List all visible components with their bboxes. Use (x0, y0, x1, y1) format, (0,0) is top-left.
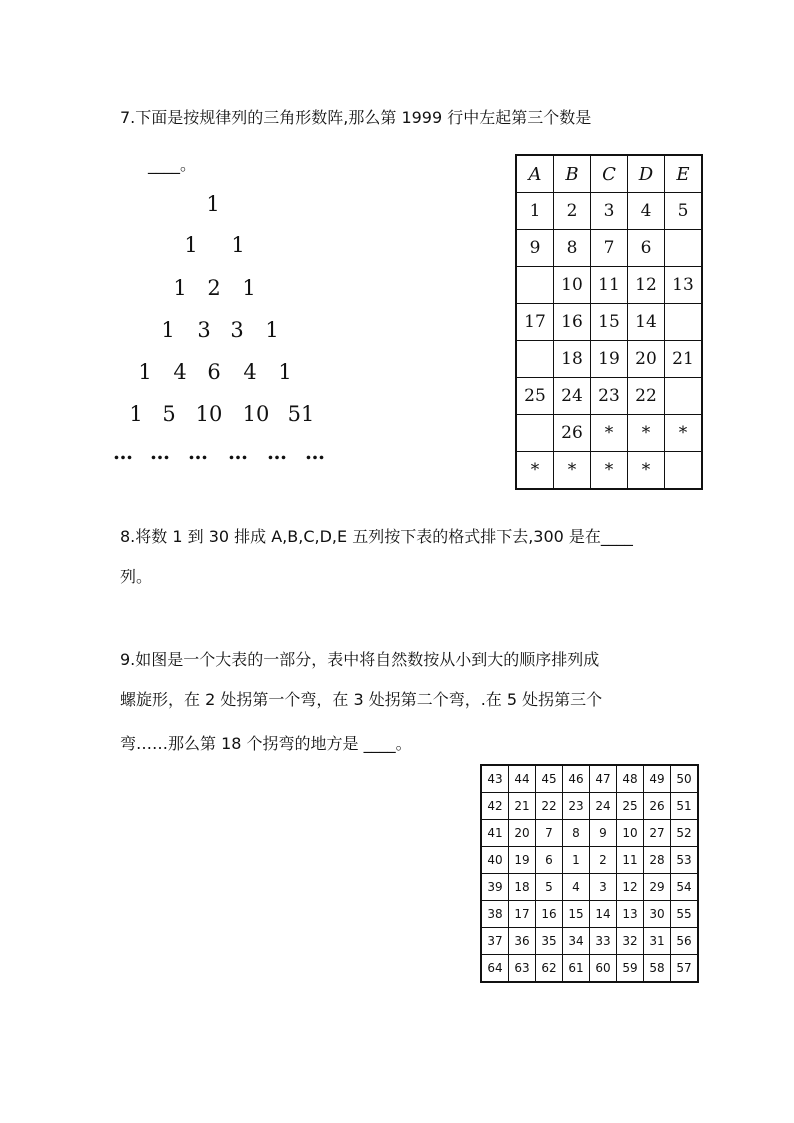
triangle-ellipsis: … (188, 440, 207, 464)
question-8-text-cont: 列。 (120, 567, 153, 586)
table-row (481, 928, 698, 955)
table-cell: 3 (590, 874, 617, 901)
table-row (516, 452, 702, 490)
table-cell: 45 (536, 765, 563, 793)
table-cell: 6 (628, 230, 665, 267)
triangle-number: 1 (184, 233, 198, 257)
table-row (481, 874, 698, 901)
table-cell: 37 (481, 928, 509, 955)
table-cell: 7 (591, 230, 628, 267)
table-cell (665, 304, 703, 341)
table-cell (665, 230, 703, 267)
table-cell: 42 (481, 793, 509, 820)
table-cell: 56 (671, 928, 699, 955)
table-cell: 9 (590, 820, 617, 847)
table-cell: 14 (628, 304, 665, 341)
table-row (481, 765, 698, 793)
table-cell: 44 (509, 765, 536, 793)
table-cell: 18 (554, 341, 591, 378)
table-cell (665, 378, 703, 415)
table-cell: 2 (554, 193, 591, 230)
table-cell: 8 (554, 230, 591, 267)
table-cell: 13 (665, 267, 703, 304)
table-cell: 23 (563, 793, 590, 820)
number-triangle (0, 0, 500, 480)
triangle-number: 5 (162, 402, 176, 426)
abcde-column-table (515, 154, 703, 490)
table-cell: * (665, 415, 703, 452)
table-cell: 31 (644, 928, 671, 955)
table-cell: 40 (481, 847, 509, 874)
table-cell: 16 (536, 901, 563, 928)
table-cell: 49 (644, 765, 671, 793)
table-cell: 20 (628, 341, 665, 378)
table-cell: 36 (509, 928, 536, 955)
table-cell: 27 (644, 820, 671, 847)
table-row (481, 793, 698, 820)
table-row (516, 230, 702, 267)
table-cell: 9 (516, 230, 554, 267)
table-cell (516, 341, 554, 378)
table-row (516, 304, 702, 341)
table-row (481, 901, 698, 928)
table-cell: 21 (509, 793, 536, 820)
triangle-number: 1 (265, 318, 279, 342)
triangle-ellipsis: … (267, 440, 286, 464)
table-cell: 10 (554, 267, 591, 304)
table-row (516, 415, 702, 452)
triangle-number: 1 (129, 402, 143, 426)
triangle-ellipsis: … (228, 440, 247, 464)
table-cell: 35 (536, 928, 563, 955)
table-row (481, 955, 698, 983)
table-row (481, 847, 698, 874)
table-cell: 29 (644, 874, 671, 901)
table-cell: 55 (671, 901, 699, 928)
table-cell: 3 (591, 193, 628, 230)
spiral-number-table (480, 764, 699, 983)
table-cell: 10 (617, 820, 644, 847)
triangle-number: 1 (242, 276, 256, 300)
table-cell: 24 (590, 793, 617, 820)
table-cell: 59 (617, 955, 644, 983)
table-cell: 21 (665, 341, 703, 378)
table-cell: 26 (644, 793, 671, 820)
triangle-number: 1 (161, 318, 175, 342)
table-cell: 19 (591, 341, 628, 378)
triangle-number: 1 (206, 192, 220, 216)
table-cell: 52 (671, 820, 699, 847)
column-header: D (628, 155, 665, 193)
table-cell: 23 (591, 378, 628, 415)
table-cell: 4 (563, 874, 590, 901)
table-cell: 57 (671, 955, 699, 983)
column-header: E (665, 155, 703, 193)
table-cell: * (554, 452, 591, 490)
triangle-number: 51 (287, 402, 315, 426)
table-cell: 50 (671, 765, 699, 793)
table-cell: 63 (509, 955, 536, 983)
column-header: A (516, 155, 554, 193)
table-cell: 62 (536, 955, 563, 983)
table-row (516, 341, 702, 378)
table-cell: 16 (554, 304, 591, 341)
table-cell: 25 (617, 793, 644, 820)
triangle-number: 1 (138, 360, 152, 384)
table-cell: 47 (590, 765, 617, 793)
table-cell: 60 (590, 955, 617, 983)
table-row (481, 820, 698, 847)
triangle-number: 3 (230, 318, 244, 342)
question-7-blank: ____。 (148, 155, 197, 174)
table-cell: 19 (509, 847, 536, 874)
table-cell: 11 (591, 267, 628, 304)
table-cell: 5 (536, 874, 563, 901)
table-cell: * (628, 452, 665, 490)
table-cell (516, 415, 554, 452)
table-cell: 1 (516, 193, 554, 230)
triangle-ellipsis: … (150, 440, 169, 464)
table-cell: 1 (563, 847, 590, 874)
triangle-number: 2 (207, 276, 221, 300)
table-cell: 32 (617, 928, 644, 955)
table-cell: 48 (617, 765, 644, 793)
table-cell: 24 (554, 378, 591, 415)
table-cell (665, 452, 703, 490)
table-cell (516, 267, 554, 304)
question-9-text-end: 弯……那么第 18 个拐弯的地方是 ____。 (120, 734, 412, 753)
table-cell: 26 (554, 415, 591, 452)
table-cell: 12 (628, 267, 665, 304)
table-cell: * (628, 415, 665, 452)
table-cell: 38 (481, 901, 509, 928)
table-cell: 58 (644, 955, 671, 983)
table-cell: 20 (509, 820, 536, 847)
table-cell: 17 (509, 901, 536, 928)
table-cell: 18 (509, 874, 536, 901)
question-8-text: 8.将数 1 到 30 排成 A,B,C,D,E 五列按下表的格式排下去,300 是在____ (120, 527, 633, 546)
table-cell: 43 (481, 765, 509, 793)
table-cell: 53 (671, 847, 699, 874)
table-cell: 13 (617, 901, 644, 928)
triangle-number: 6 (207, 360, 221, 384)
table-cell: 46 (563, 765, 590, 793)
table-cell: 61 (563, 955, 590, 983)
table-cell: 6 (536, 847, 563, 874)
table-cell: * (516, 452, 554, 490)
table-cell: 15 (591, 304, 628, 341)
table-cell: 2 (590, 847, 617, 874)
table-cell: 22 (628, 378, 665, 415)
triangle-number: 1 (278, 360, 292, 384)
column-header: C (591, 155, 628, 193)
table-cell: 11 (617, 847, 644, 874)
table-cell: 12 (617, 874, 644, 901)
table-cell: 22 (536, 793, 563, 820)
table-cell: 7 (536, 820, 563, 847)
column-header: B (554, 155, 591, 193)
table-cell: 25 (516, 378, 554, 415)
table-cell: 51 (671, 793, 699, 820)
table-cell: 39 (481, 874, 509, 901)
table-cell: 5 (665, 193, 703, 230)
table-cell: 8 (563, 820, 590, 847)
table-cell: 17 (516, 304, 554, 341)
table-cell: 54 (671, 874, 699, 901)
table-cell: * (591, 452, 628, 490)
triangle-number: 1 (173, 276, 187, 300)
triangle-ellipsis: … (113, 440, 132, 464)
question-9-text: 9.如图是一个大表的一部分，表中将自然数按从小到大的顺序排列成 (120, 650, 600, 669)
table-cell: 14 (590, 901, 617, 928)
table-cell: 4 (628, 193, 665, 230)
triangle-number: 4 (173, 360, 187, 384)
triangle-number: 3 (197, 318, 211, 342)
table-cell: 15 (563, 901, 590, 928)
table-cell: 41 (481, 820, 509, 847)
question-7-text: 7.下面是按规律列的三角形数阵,那么第 1999 行中左起第三个数是 (120, 108, 592, 127)
table-cell: 33 (590, 928, 617, 955)
table-row (516, 193, 702, 230)
question-9-text-cont: 螺旋形，在 2 处拐第一个弯，在 3 处拐第二个弯，.在 5 处拐第三个 (120, 690, 603, 709)
table-cell: 64 (481, 955, 509, 983)
triangle-ellipsis: … (305, 440, 324, 464)
table-cell: 30 (644, 901, 671, 928)
triangle-number: 10 (242, 402, 270, 426)
table-cell: 28 (644, 847, 671, 874)
table-row (516, 267, 702, 304)
table-cell: 34 (563, 928, 590, 955)
triangle-number: 10 (195, 402, 223, 426)
triangle-number: 1 (231, 233, 245, 257)
triangle-number: 4 (243, 360, 257, 384)
table-row (516, 378, 702, 415)
table-cell: * (591, 415, 628, 452)
